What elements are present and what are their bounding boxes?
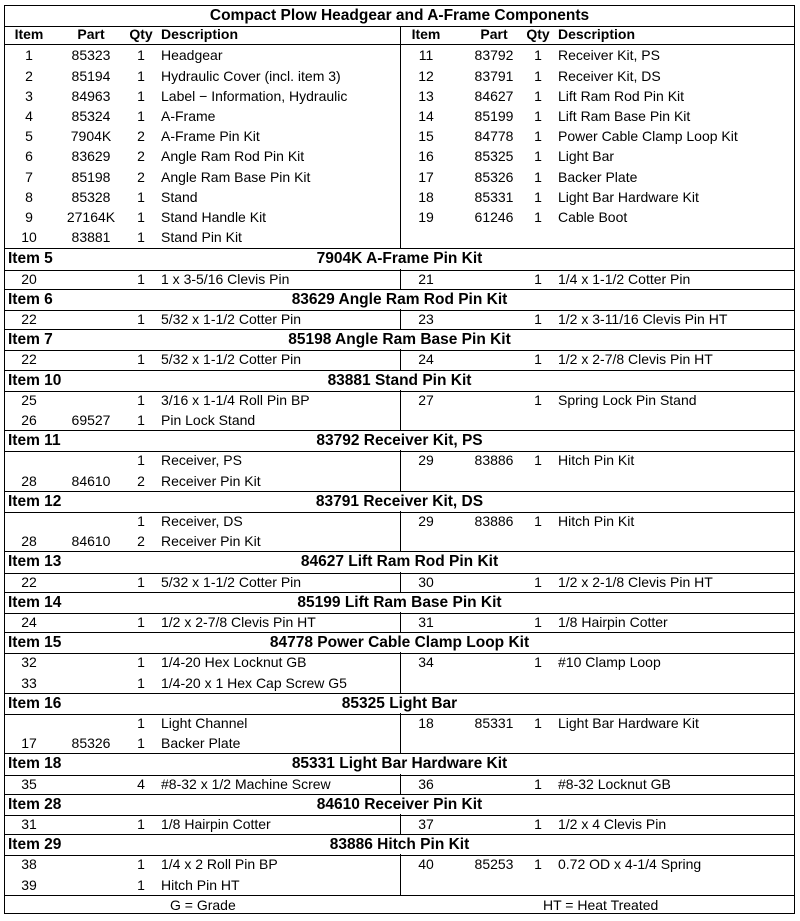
kit-title: 7904K A-Frame Pin Kit [316,250,483,268]
parts-table [4,5,795,914]
cell-part: 27164K [66,209,116,225]
cell-part: 85328 [71,188,111,205]
cell-item: 14 [418,108,434,124]
cell-description: Headgear [161,47,223,64]
cell-description: Lift Ram Rod Pin Kit [558,87,685,104]
cell-description: A-Frame Pin Kit [161,128,260,145]
legend-grade: G = Grade [170,896,236,913]
cell-qty: 1 [137,715,145,731]
cell-qty: 1 [534,452,542,469]
cell-qty: 1 [137,270,145,287]
cell-description: Stand Pin Kit [161,229,242,246]
kit-item-label: Item 13 [8,553,62,571]
cell-part: 83791 [474,67,514,84]
cell-qty: 1 [534,188,542,205]
cell-qty: 1 [137,674,145,691]
cell-description: Receiver Kit, DS [558,67,661,84]
cell-description: 3/16 x 1-1/4 Roll Pin BP [161,391,310,408]
header-part-left: Part [77,26,105,43]
kit-item-label: Item 7 [8,331,53,349]
kit-title: 83886 Hitch Pin Kit [329,836,470,854]
cell-description: Pin Lock Stand [161,412,256,428]
cell-item: 38 [21,856,37,873]
cell-qty: 1 [137,47,145,64]
cell-qty: 1 [137,87,145,104]
kit-divider [400,309,401,329]
cell-item: 31 [418,614,434,630]
cell-qty: 1 [534,351,542,368]
cell-part: 84627 [474,87,514,104]
kit-item-label: Item 15 [8,634,62,652]
cell-part: 85326 [474,168,514,185]
cell-description: #10 Clamp Loop [558,654,661,671]
cell-item: 35 [21,775,37,792]
cell-qty: 1 [534,513,542,529]
cell-qty: 1 [534,614,542,630]
cell-qty: 1 [534,715,542,731]
kit-divider [400,774,401,794]
cell-qty: 1 [137,876,145,893]
cell-description: 1/8 Hairpin Cotter [161,816,271,832]
kit-header [5,693,794,715]
kit-title: 85325 Light Bar [341,694,458,712]
cell-item: 13 [418,87,434,104]
cell-qty: 1 [137,209,145,225]
cell-qty: 1 [534,108,542,124]
cell-part: 83881 [71,229,111,246]
cell-qty: 1 [137,452,145,469]
cell-part: 83886 [474,513,514,529]
cell-item: 33 [21,674,37,691]
cell-description: #8-32 x 1/2 Machine Screw [161,775,331,792]
kit-header [5,248,794,270]
cell-qty: 1 [534,856,542,873]
cell-item: 8 [25,188,33,205]
cell-part: 84963 [71,87,111,104]
kit-divider [400,612,401,632]
cell-item: 12 [418,67,434,84]
cell-part: 85331 [474,715,514,731]
cell-description: 1/2 x 2-7/8 Clevis Pin HT [558,351,713,368]
cell-description: 1/4-20 x 1 Hex Cap Screw G5 [161,674,347,691]
cell-description: Hydraulic Cover (incl. item 3) [161,67,341,84]
cell-description: Stand Handle Kit [161,209,267,225]
table-title-text: Compact Plow Headgear and A-Frame Components [209,7,590,25]
cell-description: 1 x 3-5/16 Clevis Pin [161,270,290,287]
cell-description: Receiver Pin Kit [161,472,261,489]
cell-item: 17 [21,735,37,752]
cell-description: 1/2 x 2-7/8 Clevis Pin HT [161,614,316,630]
cell-item: 30 [418,573,434,590]
kit-header [5,592,794,614]
cell-description: Light Channel [161,715,248,731]
cell-description: A-Frame [161,108,216,124]
cell-item: 28 [21,533,37,550]
kit-divider [400,572,401,592]
cell-qty: 1 [137,229,145,246]
cell-item: 7 [25,168,33,185]
cell-qty: 1 [137,391,145,408]
cell-item: 28 [21,472,37,489]
cell-description: Light Bar [558,148,615,165]
header-item-right: Item [411,26,441,43]
cell-qty: 1 [137,856,145,873]
cell-part: 85326 [71,735,111,752]
cell-item: 18 [418,188,434,205]
cell-qty: 2 [137,533,145,550]
cell-qty: 1 [137,513,145,529]
cell-qty: 1 [137,614,145,630]
cell-part: 85331 [474,188,514,205]
cell-item: 22 [21,351,37,368]
kit-divider [400,450,401,490]
cell-qty: 1 [534,128,542,145]
cell-part: 84610 [71,533,111,550]
kit-header [5,551,794,573]
kit-header [5,329,794,351]
kit-divider [400,511,401,551]
cell-item: 4 [25,108,33,124]
cell-qty: 1 [137,816,145,832]
kit-title: 85331 Light Bar Hardware Kit [291,755,508,773]
cell-item: 16 [418,148,434,165]
cell-description: Backer Plate [558,168,638,185]
cell-description: Hitch Pin Kit [558,513,635,529]
kit-title: 85199 Lift Ram Base Pin Kit [297,593,502,611]
cell-item: 26 [21,412,37,428]
cell-item: 3 [25,87,33,104]
cell-part: 85198 [71,168,111,185]
cell-qty: 4 [137,775,145,792]
cell-description: Hitch Pin Kit [558,452,635,469]
cell-qty: 1 [534,573,542,590]
kit-header [5,794,794,816]
cell-qty: 2 [137,148,145,165]
kit-header [5,289,794,311]
cell-part: 85253 [474,856,514,873]
kit-header [5,632,794,654]
kit-item-label: Item 11 [8,432,61,450]
kit-divider [400,814,401,834]
cell-qty: 1 [534,311,542,327]
cell-description: 1/4 x 1-1/2 Cotter Pin [558,270,691,287]
cell-description: 5/32 x 1-1/2 Cotter Pin [161,573,302,590]
cell-qty: 1 [137,573,145,590]
cell-part: 85194 [71,67,111,84]
cell-item: 17 [418,168,434,185]
kit-item-label: Item 6 [8,290,53,308]
cell-item: 39 [21,876,37,893]
cell-item: 27 [418,391,434,408]
cell-item: 6 [25,148,33,165]
cell-description: Spring Lock Pin Stand [558,391,697,408]
kit-item-label: Item 14 [8,593,62,611]
kit-divider [400,390,401,430]
cell-description: 1/4 x 2 Roll Pin BP [161,856,278,873]
cell-part: 85199 [474,108,514,124]
cell-description: 1/2 x 4 Clevis Pin [558,816,667,832]
cell-qty: 2 [137,128,145,145]
cell-part: 83792 [474,47,514,64]
cell-qty: 1 [534,209,542,225]
cell-part: 69527 [71,412,111,428]
header-item-left: Item [14,26,44,43]
kit-title: 83791 Receiver Kit, DS [315,492,484,510]
kit-title: 83629 Angle Ram Rod Pin Kit [291,290,508,308]
kit-item-label: Item 29 [8,836,62,854]
kit-divider [400,652,401,692]
cell-description: Receiver, DS [161,513,243,529]
cell-item: 9 [25,209,33,225]
cell-part: 84778 [474,128,514,145]
cell-qty: 1 [137,67,145,84]
cell-item: 18 [418,715,434,731]
cell-item: 21 [418,270,434,287]
header-part-right: Part [480,26,508,43]
cell-item: 19 [418,209,434,225]
cell-description: Light Bar Hardware Kit [558,188,699,205]
cell-item: 22 [21,311,37,327]
kit-divider [400,713,401,753]
cell-part: 61246 [474,209,514,225]
kit-title: 83792 Receiver Kit, PS [316,432,483,450]
header-qty-left: Qty [129,26,153,43]
kit-item-label: Item 12 [8,492,62,510]
cell-item: 15 [418,128,434,145]
kit-header [5,753,794,775]
cell-part: 83629 [71,148,111,165]
kit-divider [400,349,401,369]
cell-description: Backer Plate [161,735,241,752]
cell-part: 85325 [474,148,514,165]
kit-header [5,430,794,452]
kit-header [5,370,794,392]
cell-item: 23 [418,311,434,327]
cell-item: 11 [418,47,434,64]
cell-item: 24 [418,351,434,368]
cell-item: 37 [418,816,434,832]
cell-description: Light Bar Hardware Kit [558,715,699,731]
cell-qty: 1 [534,148,542,165]
cell-description: Receiver, PS [161,452,242,469]
legend-row [5,895,794,917]
cell-qty: 1 [534,391,542,408]
cell-item: 34 [418,654,434,671]
cell-description: Label − Information, Hydraulic [161,87,348,104]
cell-description: Angle Ram Base Pin Kit [161,168,311,185]
cell-qty: 1 [137,735,145,752]
cell-item: 25 [21,391,37,408]
cell-description: Receiver Kit, PS [558,47,660,64]
cell-description: Stand [161,188,198,205]
cell-qty: 1 [137,351,145,368]
cell-description: Lift Ram Base Pin Kit [558,108,691,124]
cell-item: 22 [21,573,37,590]
kit-title: 84627 Lift Ram Rod Pin Kit [300,553,499,571]
kit-title: 84778 Power Cable Clamp Loop Kit [269,634,530,652]
cell-description: 5/32 x 1-1/2 Cotter Pin [161,351,302,368]
cell-part: 7904K [70,128,112,145]
kit-divider [400,854,401,894]
legend-heat-treated: HT = Heat Treated [543,896,659,913]
cell-qty: 1 [534,775,542,792]
cell-description: Receiver Pin Kit [161,533,261,550]
cell-qty: 1 [137,108,145,124]
cell-qty: 1 [534,47,542,64]
kit-title: 84610 Receiver Pin Kit [316,795,483,813]
cell-qty: 1 [534,87,542,104]
cell-qty: 1 [534,816,542,832]
cell-item: 40 [418,856,434,873]
cell-item: 31 [21,816,37,832]
cell-description: Cable Boot [558,209,628,225]
cell-item: 32 [21,654,37,671]
cell-part: 83886 [474,452,514,469]
main-divider [400,26,401,248]
kit-header [5,491,794,513]
cell-item: 2 [25,67,33,84]
cell-description: #8-32 Locknut GB [558,775,671,792]
kit-divider [400,269,401,289]
kit-item-label: Item 28 [8,795,62,813]
cell-part: 84610 [71,472,111,489]
cell-description: Power Cable Clamp Loop Kit [558,128,738,145]
kit-item-label: Item 18 [8,755,62,773]
cell-qty: 1 [534,67,542,84]
cell-item: 36 [418,775,434,792]
cell-qty: 1 [137,654,145,671]
cell-item: 29 [418,513,434,529]
cell-description: 0.72 OD x 4-1/4 Spring [558,856,702,873]
cell-qty: 2 [137,472,145,489]
cell-description: 1/2 x 2-1/8 Clevis Pin HT [558,573,713,590]
cell-description: 1/4-20 Hex Locknut GB [161,654,307,671]
cell-qty: 2 [137,168,145,185]
cell-item: 29 [418,452,434,469]
header-qty-right: Qty [526,26,550,43]
cell-description: 1/2 x 3-11/16 Clevis Pin HT [558,311,728,327]
cell-item: 1 [25,47,33,64]
kit-item-label: Item 10 [8,371,62,389]
table-title [5,6,794,27]
kit-item-label: Item 5 [8,250,53,268]
cell-qty: 1 [534,270,542,287]
cell-item: 10 [21,229,37,246]
cell-item: 20 [21,270,37,287]
cell-qty: 1 [534,168,542,185]
cell-item: 24 [21,614,37,630]
cell-item: 5 [25,128,33,145]
cell-part: 85324 [71,108,111,124]
cell-description: 1/8 Hairpin Cotter [558,614,668,630]
cell-description: 5/32 x 1-1/2 Cotter Pin [161,311,302,327]
cell-qty: 1 [137,412,145,428]
header-description-right: Description [558,26,636,43]
kit-title: 85198 Angle Ram Base Pin Kit [288,331,511,349]
kit-title: 83881 Stand Pin Kit [327,371,472,389]
kit-item-label: Item 16 [8,694,62,712]
cell-part: 85323 [71,47,111,64]
cell-qty: 1 [137,188,145,205]
cell-description: Hitch Pin HT [161,876,240,893]
cell-qty: 1 [534,654,542,671]
cell-qty: 1 [137,311,145,327]
cell-description: Angle Ram Rod Pin Kit [161,148,305,165]
header-description-left: Description [161,26,239,43]
kit-header [5,834,794,856]
